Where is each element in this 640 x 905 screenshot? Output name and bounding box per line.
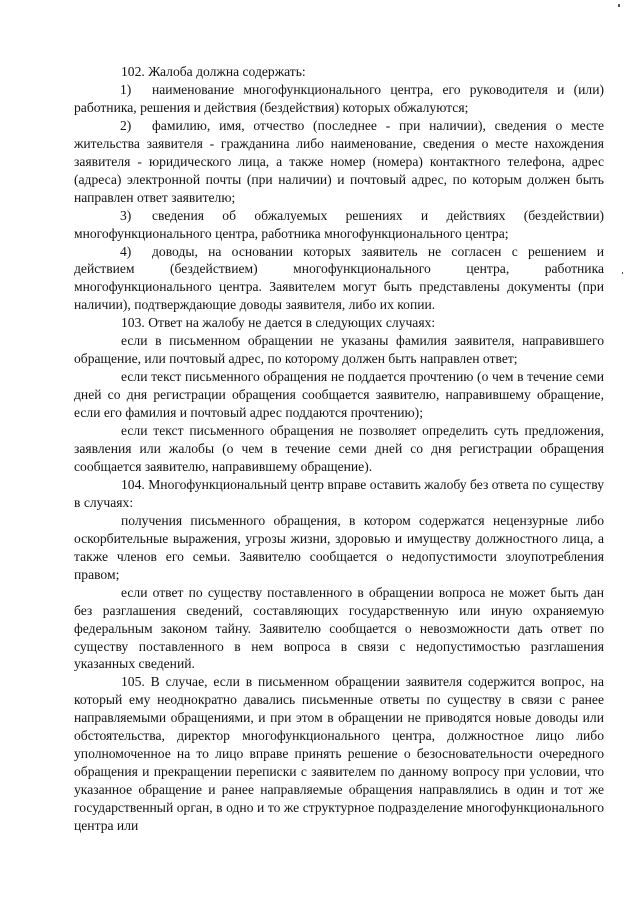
document-page bbox=[74, 63, 604, 835]
paragraph-103-case-2: если текст письменного обращения не поддается прочтению (о чем в течение семи дней со дня регистрации обращения сообщается заявителю, направившему обращение, если его фамилия и почтовый адрес поддаются прочтению); bbox=[74, 369, 604, 421]
paragraph-103-case-3: если текст письменного обращения не позволяет определить суть предложения, заявления или жалобы (о чем в течение семи дней со дня регистрации обращения сообщается заявителю, направившему обращение). bbox=[74, 423, 604, 474]
paragraph-102-heading: 102. Жалоба должна содержать: bbox=[121, 64, 306, 79]
list-number: 1) bbox=[120, 81, 132, 97]
paragraph-104-heading: 104. Многофункциональный центр вправе оставить жалобу без ответа по существу в случаях: bbox=[74, 476, 604, 510]
list-item-text: фамилию, имя, отчество (последнее - при наличии), сведения о месте жительства заявителя - гражданина либо наименование, сведения о месте нахождения заявителя - юридического лица, а также номер (номера) контактного телефона, адрес (адреса) электронной почты (при наличии) и почтовый адрес, по которым должен быть направлен ответ заявителю; bbox=[74, 117, 604, 205]
list-item-3 bbox=[74, 207, 604, 243]
paragraph-103-case-1: если в письменном обращении не указаны фамилия заявителя, направившего обращение, или почтовый адрес, по которому должен быть направлен ответ; bbox=[74, 333, 604, 367]
list-item-2 bbox=[74, 117, 604, 207]
scan-speck-right-edge bbox=[622, 272, 623, 274]
list-number: 3) bbox=[120, 207, 132, 223]
list-item-text: наименование многофункционального центра, его руководителя и (или) работника, решения и действия (бездействия) которых обжалуются; bbox=[74, 81, 604, 115]
list-number: 4) bbox=[120, 243, 132, 259]
list-item-1 bbox=[74, 81, 604, 117]
paragraph-103-heading: 103. Ответ на жалобу не дается в следующих случаях: bbox=[121, 315, 436, 331]
paragraph-104-case-1: получения письменного обращения, в котором содержатся нецензурные либо оскорбительные выражения, угрозы жизни, здоровью и имуществу должностного лица, а также членов его семьи. Заявителю сообщается о недопустимости злоупотребления правом; bbox=[74, 512, 604, 582]
list-item-text: доводы, на основании которых заявитель не согласен с решением и действием (бездействием) многофункционального центра, работника многофункционального центра. Заявителем могут быть представлены документы (при наличии), подтверждающие доводы заявителя, либо их копии. bbox=[74, 243, 604, 313]
list-item-text: сведения об обжалуемых решениях и действиях (бездействии) многофункционального центра, работника многофункционального центра; bbox=[74, 207, 604, 241]
list-item-4 bbox=[74, 243, 604, 315]
paragraph-104-case-2: если ответ по существу поставленного в обращении вопроса не может быть дан без разглашения сведений, составляющих государственную или иную охраняемую федеральным законом тайну. Заявителю сообщается о невозможности дать ответ по существу поставленного в нем вопроса в связи с недопустимостью разглашения указанных сведений. bbox=[74, 584, 604, 672]
list-number: 2) bbox=[120, 117, 132, 133]
scan-speck-top-right bbox=[618, 4, 620, 7]
paragraph-105: 105. В случае, если в письменном обращении заявителя содержится вопрос, на который ему неоднократно давались письменные ответы по существу в связи с ранее направляемыми обращениями, и при этом в обращении не приводятся новые доводы или обстоятельства, директор многофункционального центра, должностное лицо либо уполномоченное на то лицо вправе принять решение о безосновательности очередного обращения и прекращении переписки с заявителем по данному вопросу при условии, что указанное обращение и ранее направляемые обращения направлялись в один и тот же государственный орган, в одно и то же структурное подразделение многофункционального центра или bbox=[74, 674, 604, 834]
